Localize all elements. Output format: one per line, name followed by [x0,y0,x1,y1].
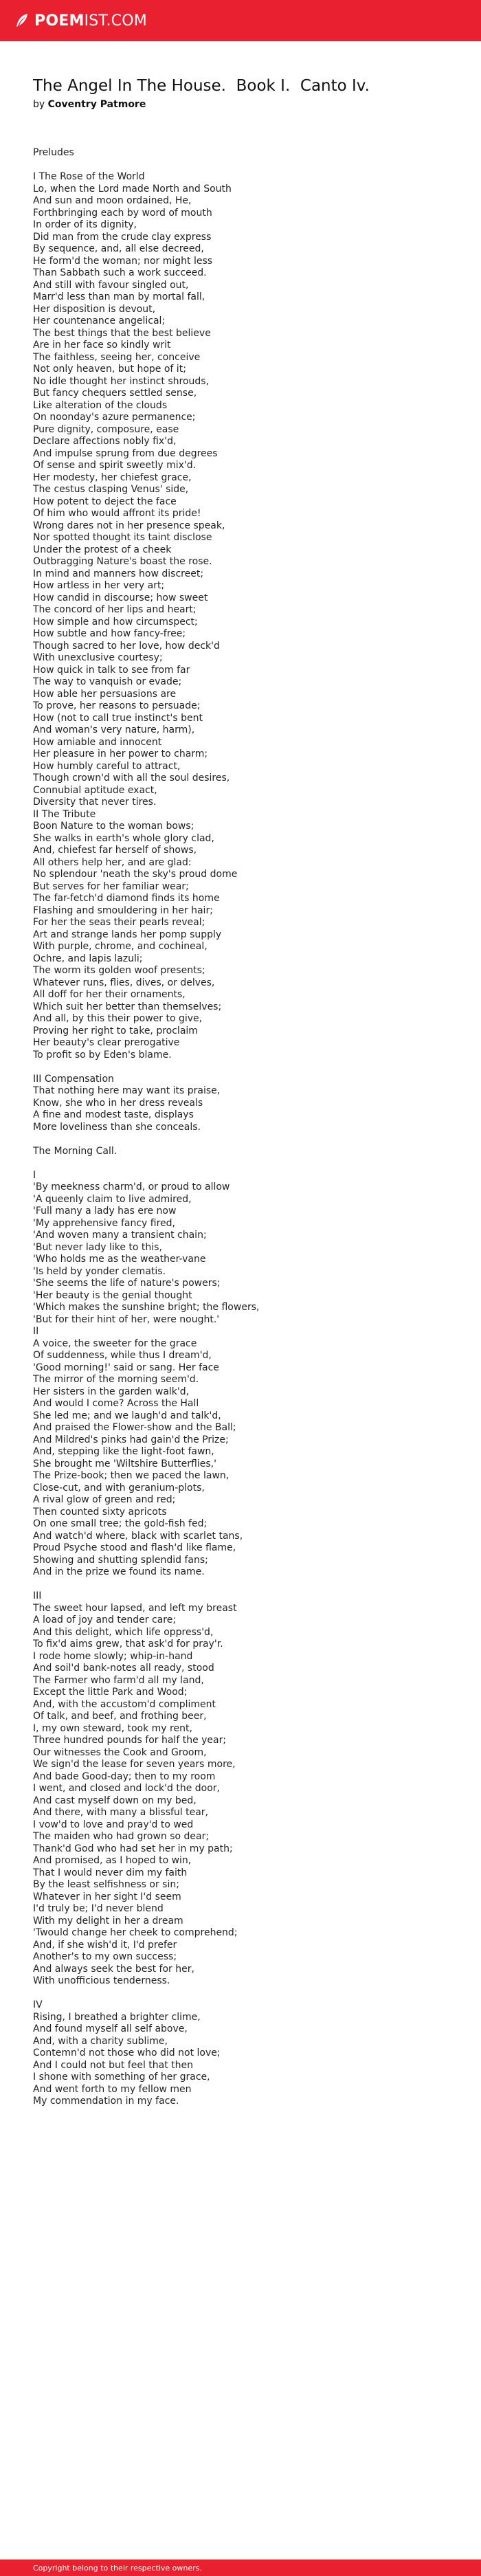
poem-line: I [33,1169,36,1181]
poem-line: 'A queenly claim to live admired, [33,1193,192,1205]
poem-line: How (not to call true instinct's bent [33,712,203,724]
poem-line: 'She seems the life of nature's powers; [33,1278,221,1289]
poem-line: And cast myself down on my bed, [33,1795,197,1806]
poem-line: The concord of her lips and heart; [33,604,197,615]
byline-prefix: by [33,99,45,110]
poem-line: In order of its dignity, [33,219,137,230]
poem-line: Did man from the crude clay express [33,231,212,243]
poem-line: How humbly careful to attract, [33,760,181,772]
poem-line: But fancy chequers settled sense, [33,388,197,399]
poem-line: The Morning Call. [33,1145,118,1157]
poem-line: The Prize-book; then we paced the lawn, [33,1470,230,1481]
stanza-break [33,1133,459,1146]
site-footer [0,2560,481,2576]
poem-line: I vow'd to love and pray'd to wed [33,1819,194,1830]
poem-line: Her sisters in the garden walk'd, [33,1386,190,1397]
poem-line: Proving her right to take, proclaim [33,1025,198,1036]
poem-line: Her beauty's clear prerogative [33,1037,180,1048]
poem-line: With my delight in her a dream [33,1915,183,1927]
poem-line: Which suit her better than themselves; [33,1001,222,1012]
poem-line: Not only heaven, but hope of it; [33,364,186,375]
poem-line: 'Full many a lady has ere now [33,1206,177,1217]
poem-line: 'By meekness charm'd, or proud to allow [33,1181,230,1192]
poem-line: We sign'd the lease for seven years more, [33,1759,236,1770]
poem-line: Than Sabbath such a work succeed. [33,267,207,278]
poem-line: Ochre, and lapis lazuli; [33,953,143,964]
poem-line: By the least selfishness or sin; [33,1879,179,1890]
poem-line: In mind and manners how discreet; [33,568,204,579]
poem-line: A load of joy and tender care; [33,1614,177,1625]
poem-line: She led me; and we laugh'd and talk'd, [33,1410,221,1421]
poem-line: Her pleasure in her power to charm; [33,748,208,759]
poem-line: Art and strange lands her pomp supply [33,929,222,940]
poem-line: How amiable and innocent [33,736,162,748]
poem-line: The Farmer who farm'd all my land, [33,1674,204,1686]
poem-line: How candid in discourse; how sweet [33,592,208,603]
poem-line: And there, with many a blissful tear, [33,1807,209,1818]
poem-line: The far-fetch'd diamond finds its home [33,893,220,904]
poem-line: And watch'd where, black with scarlet tans, [33,1530,243,1542]
poem-line: The best things that the best believe [33,327,211,339]
poem-line: And, if she wish'd it, I'd prefer [33,1939,177,1951]
poem-line: Boon Nature to the woman bows; [33,821,194,832]
poem-title: The Angel In The House. Book I. Canto Iv. [33,77,370,95]
poem-line: How potent to deject the face [33,496,177,507]
poem-line: Of suddenness, while thus I dream'd, [33,1350,212,1361]
poem-line: The mirror of the morning seem'd. [33,1374,199,1385]
poem-line: And all, by this their power to give, [33,1013,203,1024]
poem-line: 'My apprehensive fancy fired, [33,1217,175,1229]
poem-line: But serves for her familiar wear; [33,880,189,892]
poem-line: Outbragging Nature's boast the rose. [33,556,212,567]
poem-line: Know, she who in her dress reveals [33,1097,203,1109]
poem-line: I'd truly be; I'd never blend [33,1903,164,1914]
poem-line: Of sense and spirit sweetly mix'd. [33,460,197,471]
poem-line: And woman's very nature, harm), [33,724,195,735]
poem-line: Close-cut, and with geranium-plots, [33,1482,205,1494]
poem-line: Like alteration of the clouds [33,399,168,411]
poem-line: More loveliness than she conceals. [33,1121,201,1133]
poem-line: And in the prize we found its name. [33,1566,205,1577]
poem-line: Then counted sixty apricots [33,1506,167,1518]
poem-line: I The Rose of the World [33,171,145,182]
poem-line: How able her persuasions are [33,688,177,700]
poem-line: And praised the Flower-show and the Ball; [33,1422,236,1433]
stanza-break [33,1157,459,1170]
poem-line: II [33,1326,39,1337]
poem-line: To prove, her reasons to persuade; [33,700,201,711]
poem-line: The worm its golden woof presents; [33,965,205,976]
poem-line: Are in her face so kindly writ [33,340,171,351]
poem-line: And still with favour singled out, [33,279,189,291]
poem-line: Proud Psyche stood and flash'd like flame, [33,1542,236,1553]
author-name[interactable]: Coventry Patmore [47,99,146,110]
poem-line: I, my own steward, took my rent, [33,1722,192,1734]
poem-line: To profit so by Eden's blame. [33,1049,172,1061]
poem-line: No splendour 'neath the sky's proud dome [33,869,238,880]
poem-line: Our witnesses the Cook and Groom, [33,1746,207,1758]
poem-line: Preludes [33,147,74,158]
poem-line: The cestus clasping Venus' side, [33,484,189,495]
poem-line: For her the seas their pearls reveal; [33,917,205,928]
poem-line: Of talk, and beef, and frothing beer, [33,1711,207,1722]
poem-line: The sweet hour lapsed, and left my breast [33,1602,237,1614]
poem-line: Under the protest of a cheek [33,544,172,555]
poem-line: I rode home slowly; whip-in-hand [33,1650,193,1662]
poem-line: III [33,1590,42,1601]
poem-line: Whatever runs, flies, dives, or delves, [33,977,215,988]
poem-line: Lo, when the Lord made North and South [33,183,232,195]
poem-line: Of him who would affront its pride! [33,508,201,519]
poem-line: On one small tree; the gold-fish fed; [33,1518,208,1529]
poem-line: I shone with something of her grace, [33,2072,210,2083]
poem-line: Three hundred pounds for half the year; [33,1735,227,1746]
poem-line: Her modesty, her chiefest grace, [33,471,192,483]
poem-line: Whatever in her sight I'd seem [33,1891,181,1902]
poem-line: How subtle and how fancy-free; [33,628,186,639]
poem-line: And, with a charity sublime, [33,2035,168,2047]
poem-line: And soil'd bank-notes all ready, stood [33,1663,214,1674]
copyright-text: Copyright belong to their respective owners. [33,2563,202,2573]
poem-line: A voice, the sweeter for the grace [33,1337,197,1349]
poem-line: Rising, I breathed a brighter clime, [33,2011,201,2023]
poem-line: All doff for her their ornaments, [33,989,186,1000]
poem-line: Connubial aptitude exact, [33,784,157,796]
poem-line: And went forth to my fellow men [33,2083,192,2095]
poem-line: And this delight, which life oppress'd, [33,1626,214,1638]
poem-line: No idle thought her instinct shrouds, [33,375,210,387]
poem-line: And found myself all self above, [33,2023,188,2034]
poem-line: Pure dignity, composure, ease [33,423,179,435]
poem-line: 'Who holds me as the weather-vane [33,1254,206,1265]
poem-line: And, stepping like the light-foot fawn, [33,1446,214,1457]
poem-line: 'And woven many a transient chain; [33,1230,207,1241]
poem-line: Except the little Park and Wood; [33,1687,188,1698]
poem-line: The maiden who had grown so dear; [33,1831,210,1842]
poem-line: Thank'd God who had set her in my path; [33,1843,233,1854]
poem-line: 'But for their hint of her, were nought.' [33,1313,220,1325]
poem-line: And promised, as I hoped to win, [33,1855,192,1866]
poem-line: My commendation in my face. [33,2096,179,2107]
poem-line: How artless in her very art; [33,580,165,591]
poem-line: I went, and closed and lock'd the door, [33,1783,220,1794]
poem-line: With purple, chrome, and cochineal, [33,941,208,952]
poem-line: How quick in talk to see from far [33,664,190,676]
logo-light-text: IST.COM [84,12,147,30]
poem-line: Showing and shutting splendid fans; [33,1554,208,1566]
poem-line: And, chiefest far herself of shows, [33,845,197,856]
poem-line: 'Is held by yonder clematis. [33,1265,166,1277]
poem-line: Declare affections nobly fix'd, [33,436,177,447]
poem-line: Flashing and smouldering in her hair; [33,904,213,916]
poem-line: And Mildred's pinks had gain'd the Prize; [33,1434,229,1445]
site-header [0,0,481,41]
poem-line: And would I come? Across the Hall [33,1398,199,1409]
poem-line: She walks in earth's whole glory clad, [33,832,214,844]
poem-line: Wrong dares not in her presence speak, [33,520,225,531]
poem-line: And impulse sprung from due degrees [33,447,218,459]
poem-line: And, with the accustom'd compliment [33,1698,216,1710]
poem-line: A fine and modest taste, displays [33,1109,194,1120]
poem-line: That nothing here may want its praise, [33,1085,221,1096]
poem-line: Diversity that never tires. [33,797,157,808]
poem-line: 'But never lady like to this, [33,1241,162,1253]
poem-line: 'Her beauty is the genial thought [33,1289,192,1301]
poem-line: Forthbringing each by word of mouth [33,207,212,219]
poem-line: The way to vanquish or evade; [33,676,182,687]
stanza-break [33,159,459,172]
poem-line: Her disposition is devout, [33,303,156,315]
site-logo[interactable] [34,12,147,30]
stanza-break [33,1061,459,1074]
poem-line: With unofficious tenderness. [33,1975,170,1986]
poem-line: And always seek the best for her, [33,1963,194,1975]
poem-line: Marr'd less than man by mortal fall, [33,291,205,302]
poem-line: III Compensation [33,1073,114,1085]
poem-line: Her countenance angelical; [33,315,166,326]
poem-line: 'Twould change her cheek to comprehend; [33,1927,238,1938]
feather-quill-icon[interactable] [14,12,30,29]
poem-line: That I would never dim my faith [33,1867,188,1878]
poem-content [33,76,459,2108]
poem-line: By sequence, and, all else decreed, [33,243,204,254]
poem-line: A rival glow of green and red; [33,1494,176,1505]
poem-line: And bade Good-day; then to my room [33,1770,216,1782]
poem-line: All others help her, and are glad: [33,856,192,868]
poem-line: 'Good morning!' said or sang. Her face [33,1362,219,1373]
poem-line: Though sacred to her love, how deck'd [33,640,220,652]
poem-line: Another's to my own success; [33,1951,177,1962]
poem-line: How simple and how circumspect; [33,616,198,628]
poem-body [33,147,459,2108]
poem-line: She brought me 'Wiltshire Butterflies,' [33,1458,216,1469]
poem-line: He form'd the woman; nor might less [33,255,213,267]
poem-line: And I could not but feel that then [33,2059,194,2071]
poem-line: To fix'd aims grew, that ask'd for pray'r. [33,1639,223,1650]
poem-line: And sun and moon ordained, He, [33,195,192,206]
poem-line: Nor spotted thought its taint disclose [33,532,212,543]
poem-line: Contemn'd not those who did not love; [33,2047,221,2058]
poem-line: With unexclusive courtesy; [33,652,163,663]
poem-line: II The Tribute [33,808,96,820]
logo-bold-text: POEM [34,12,85,30]
stanza-break [33,1988,459,2000]
poem-line: IV [33,1999,43,2010]
byline [33,98,459,111]
stanza-break [33,1579,459,1591]
poem-line: Though crown'd with all the soul desires, [33,773,230,784]
poem-line: On noonday's azure permanence; [33,412,196,423]
poem-line: The faithless, seeing her, conceive [33,351,201,363]
poem-line: 'Which makes the sunshine bright; the flowers, [33,1302,260,1313]
